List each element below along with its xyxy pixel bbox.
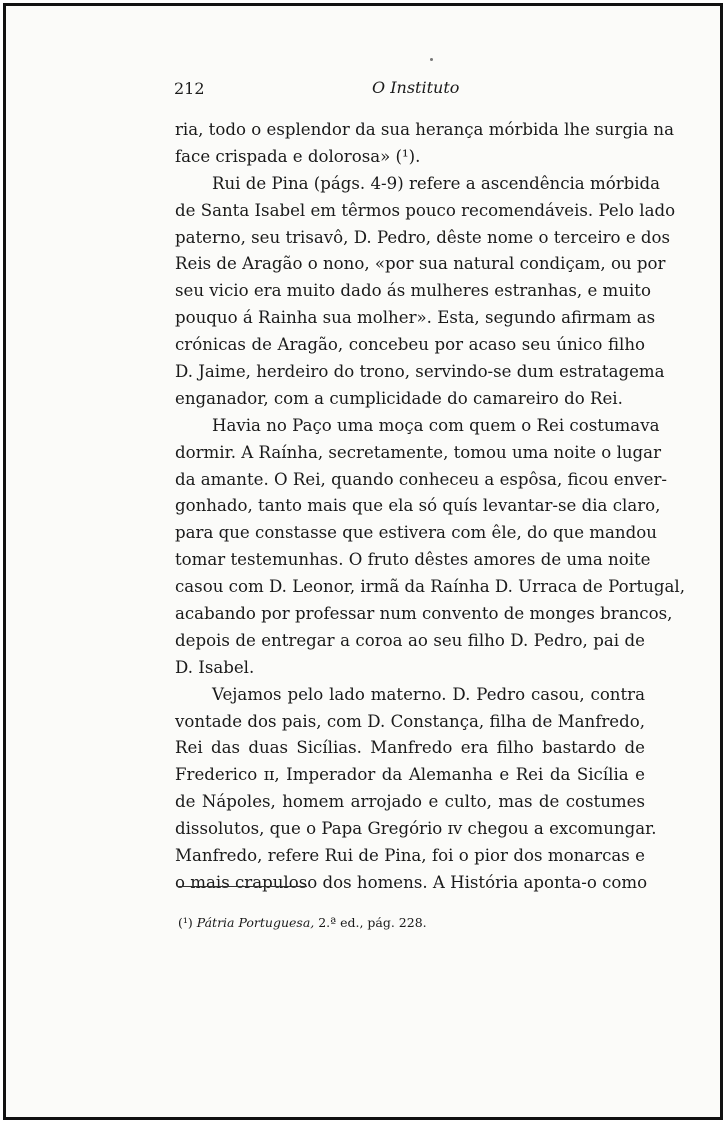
body-text (175, 117, 685, 897)
text-line: Vejamos pelo lado materno. D. Pedro casou, contra (212, 684, 645, 704)
text-line: acabando por professar num convento de monges brancos, (175, 604, 673, 624)
text-line: casou com D. Leonor, irmã da Raínha D. Urraca de Portugal, (175, 577, 685, 597)
text-line: D. Jaime, herdeiro do trono, servindo-se dum estratagema (175, 362, 665, 382)
footnote-work-title: Pátria Portuguesa, (196, 915, 315, 930)
running-title: O Instituto (372, 78, 460, 97)
text-line: Frederico ɪɪ, Imperador da Alemanha e Rei da Sicília e (175, 765, 645, 785)
footnote-rule (177, 886, 307, 887)
text-line: Havia no Paço uma moça com quem o Rei costumava (212, 415, 660, 435)
footnote-details: 2.ª ed., pág. 228. (318, 915, 427, 930)
footnote-marker: (¹) (178, 915, 193, 930)
text-line: de Nápoles, homem arrojado e culto, mas de costumes (175, 792, 645, 812)
text-line: Reis de Aragão o nono, «por sua natural condiçam, ou por (175, 254, 666, 274)
text-line: Rui de Pina (págs. 4-9) refere a ascendência mórbida (212, 173, 661, 193)
page-number: 212 (174, 79, 205, 98)
text-line: Manfredo, refere Rui de Pina, foi o pior dos monarcas e (175, 846, 645, 866)
print-speck (430, 58, 433, 61)
text-line: ria, todo o esplendor da sua herança mórbida lhe surgia na (175, 120, 675, 139)
text-line: dissolutos, que o Papa Gregório ɪv chegou a excomungar. (175, 819, 657, 839)
text-line: seu vicio era muito dado ás mulheres estranhas, e muito (175, 281, 651, 301)
text-line: enganador, com a cumplicidade do camareiro do Rei. (175, 388, 623, 408)
text-line: crónicas de Aragão, concebeu por acaso seu único filho (175, 335, 645, 355)
footnote (178, 915, 427, 930)
text-line: paterno, seu trisavô, D. Pedro, dêste nome o terceiro e dos (175, 227, 671, 247)
text-line: gonhado, tanto mais que ela só quís levantar-se dia claro, (175, 496, 661, 516)
text-line: face crispada e dolorosa» (¹). (175, 146, 421, 166)
text-line: tomar testemunhas. O fruto dêstes amores de uma noite (175, 550, 651, 570)
text-line: vontade dos pais, com D. Constança, filha de Manfredo, (175, 711, 645, 731)
text-line: dormir. A Raínha, secretamente, tomou uma noite o lugar (175, 442, 662, 462)
text-line: Rei das duas Sicílias. Manfredo era filho bastardo de (175, 738, 645, 758)
text-line: da amante. O Rei, quando conheceu a espôsa, ficou enver- (175, 469, 668, 489)
text-line: o mais crapuloso dos homens. A História aponta-o como (175, 872, 648, 892)
text-line: pouquo á Rainha sua molher». Esta, segundo afirmam as (175, 308, 656, 328)
text-line: depois de entregar a coroa ao seu filho D. Pedro, pai de (175, 630, 645, 650)
text-line: D. Isabel. (175, 657, 255, 677)
text-line: para que constasse que estivera com êle, do que mandou (175, 523, 657, 543)
text-line: de Santa Isabel em têrmos pouco recomendáveis. Pelo lado (175, 200, 676, 220)
